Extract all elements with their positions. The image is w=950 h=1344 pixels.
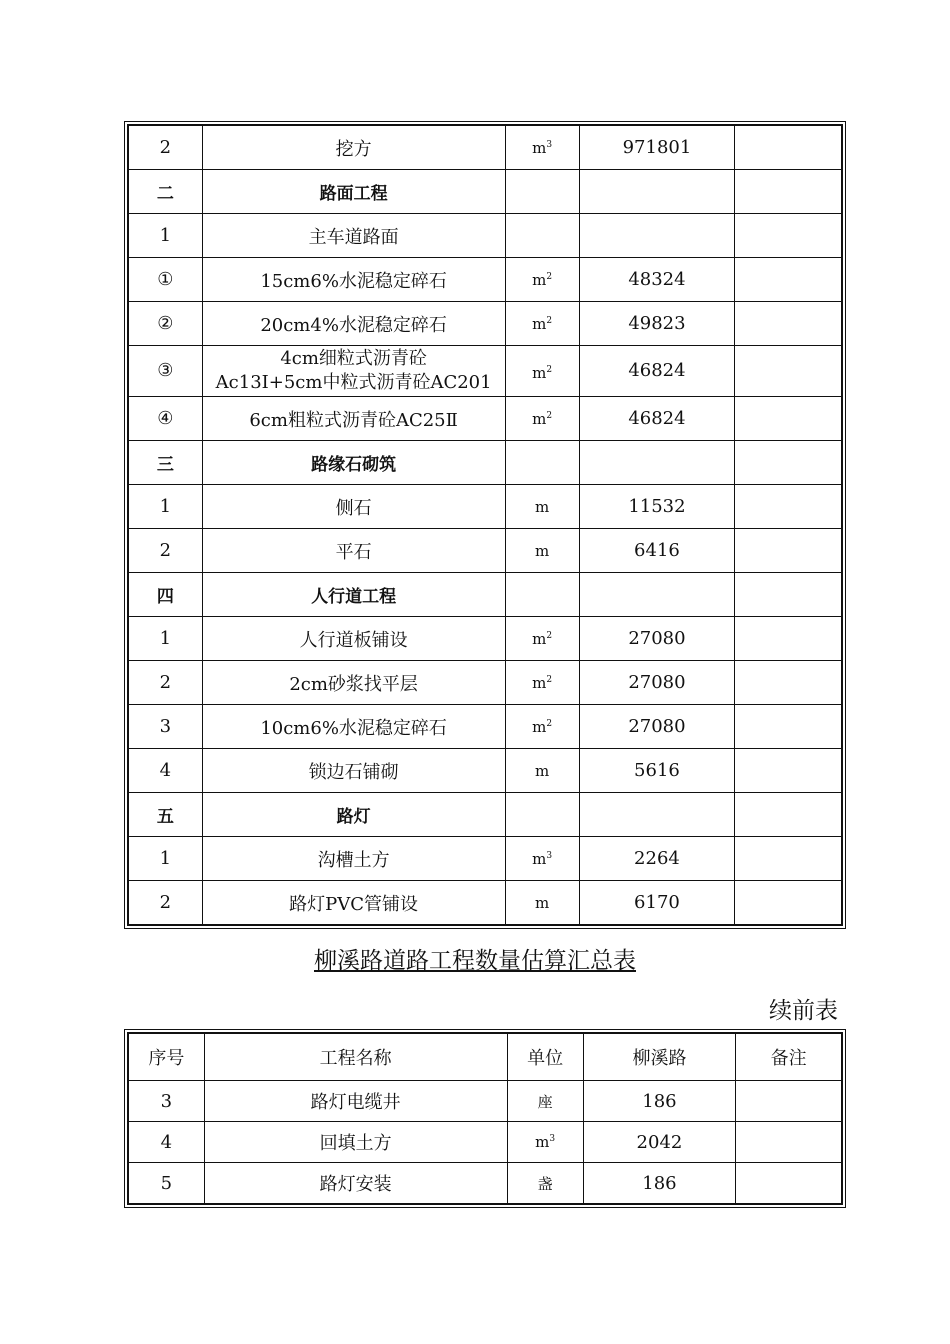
cell-name bbox=[202, 125, 505, 170]
cell-qty: 5616 bbox=[579, 749, 734, 793]
unit-text: m bbox=[532, 314, 547, 333]
item-name: 路灯安装 bbox=[319, 1174, 392, 1195]
cell-name bbox=[202, 837, 505, 881]
cell-no: 1 bbox=[128, 837, 202, 881]
cell-qty: 186 bbox=[583, 1163, 735, 1205]
item-name: 回填土方 bbox=[319, 1133, 392, 1154]
unit-text: m bbox=[532, 270, 547, 289]
unit-text: m bbox=[535, 541, 550, 560]
cell-name bbox=[202, 705, 505, 749]
table-row bbox=[128, 302, 842, 346]
item-name: 15cm6%水泥稳定碎石 bbox=[260, 270, 447, 292]
cell-qty: 2264 bbox=[579, 837, 734, 881]
cell-name bbox=[202, 529, 505, 573]
quantity-table-summary bbox=[127, 1032, 843, 1205]
cell-unit bbox=[505, 170, 579, 214]
table-row bbox=[128, 793, 842, 837]
cell-unit bbox=[505, 837, 579, 881]
cell-unit bbox=[507, 1163, 583, 1205]
cell-no: 1 bbox=[128, 617, 202, 661]
cell-name bbox=[202, 793, 505, 837]
cell-qty: 49823 bbox=[579, 302, 734, 346]
cell-qty: 6416 bbox=[579, 529, 734, 573]
unit-text: m bbox=[532, 409, 547, 428]
cell-note bbox=[736, 1122, 842, 1163]
cell-qty: 46824 bbox=[579, 397, 734, 441]
unit-text: 盏 bbox=[537, 1174, 553, 1193]
cell-note bbox=[735, 705, 842, 749]
item-name: 2cm砂浆找平层 bbox=[289, 673, 418, 695]
cell-name bbox=[202, 485, 505, 529]
cell-no: 四 bbox=[128, 573, 202, 617]
cell-qty bbox=[579, 573, 734, 617]
cell-qty: 186 bbox=[583, 1081, 735, 1122]
unit-text: 座 bbox=[537, 1092, 553, 1111]
header-note: 备注 bbox=[736, 1033, 842, 1081]
cell-qty: 46824 bbox=[579, 346, 734, 397]
table-row bbox=[128, 661, 842, 705]
cell-no: ④ bbox=[128, 397, 202, 441]
table-row bbox=[128, 529, 842, 573]
item-name: 人行道工程 bbox=[311, 587, 397, 607]
cell-no: 5 bbox=[128, 1163, 204, 1205]
cell-no: 3 bbox=[128, 705, 202, 749]
header-unit: 单位 bbox=[507, 1033, 583, 1081]
table-header-row bbox=[128, 1033, 842, 1081]
cell-name bbox=[204, 1081, 507, 1122]
item-name: 路缘石砌筑 bbox=[311, 455, 397, 475]
table-row bbox=[128, 837, 842, 881]
unit-superscript: 2 bbox=[546, 718, 553, 729]
table-row bbox=[128, 1122, 842, 1163]
cell-qty bbox=[579, 793, 734, 837]
cell-no: 1 bbox=[128, 485, 202, 529]
cell-note bbox=[735, 214, 842, 258]
cell-unit bbox=[505, 661, 579, 705]
table-row bbox=[128, 1081, 842, 1122]
table-row bbox=[128, 441, 842, 485]
cell-note bbox=[735, 441, 842, 485]
table-row bbox=[128, 749, 842, 793]
cell-qty: 11532 bbox=[579, 485, 734, 529]
cell-qty: 27080 bbox=[579, 617, 734, 661]
cell-note bbox=[735, 258, 842, 302]
cell-unit bbox=[505, 441, 579, 485]
cell-no: 2 bbox=[128, 661, 202, 705]
item-name: 沟槽土方 bbox=[317, 849, 390, 871]
cell-no: ③ bbox=[128, 346, 202, 397]
item-name: 路灯电缆井 bbox=[310, 1092, 401, 1113]
item-name: 侧石 bbox=[335, 497, 372, 519]
cell-no: 2 bbox=[128, 881, 202, 926]
continued-label: 续前表 bbox=[769, 998, 838, 1024]
header-name: 工程名称 bbox=[204, 1033, 507, 1081]
table-row bbox=[128, 881, 842, 926]
table-row bbox=[128, 170, 842, 214]
cell-qty: 48324 bbox=[579, 258, 734, 302]
item-name: 4cm细粒式沥青砼 bbox=[280, 348, 427, 369]
cell-note bbox=[735, 793, 842, 837]
item-name: 挖方 bbox=[335, 138, 372, 160]
unit-text: m bbox=[535, 893, 550, 912]
cell-unit bbox=[505, 214, 579, 258]
cell-name bbox=[202, 617, 505, 661]
item-name: 6cm粗粒式沥青砼AC25Ⅱ bbox=[249, 409, 458, 431]
cell-name bbox=[202, 214, 505, 258]
table-row bbox=[128, 705, 842, 749]
cell-name bbox=[202, 749, 505, 793]
unit-text: m bbox=[535, 497, 550, 516]
cell-unit bbox=[505, 485, 579, 529]
cell-note bbox=[735, 661, 842, 705]
cell-unit bbox=[505, 529, 579, 573]
cell-unit bbox=[505, 749, 579, 793]
cell-note bbox=[735, 302, 842, 346]
unit-superscript: 3 bbox=[546, 850, 553, 861]
item-name: 路面工程 bbox=[319, 184, 388, 204]
item-name: 路灯PVC管铺设 bbox=[289, 893, 419, 915]
cell-unit bbox=[505, 617, 579, 661]
cell-qty: 27080 bbox=[579, 705, 734, 749]
header-no: 序号 bbox=[128, 1033, 204, 1081]
cell-unit bbox=[505, 346, 579, 397]
item-name: 20cm4%水泥稳定碎石 bbox=[260, 314, 447, 336]
table-body bbox=[128, 1081, 842, 1205]
item-name: 锁边石铺砌 bbox=[308, 761, 399, 783]
cell-unit bbox=[505, 705, 579, 749]
table-row bbox=[128, 258, 842, 302]
table-row bbox=[128, 485, 842, 529]
cell-no: 二 bbox=[128, 170, 202, 214]
table-row bbox=[128, 397, 842, 441]
cell-note bbox=[735, 749, 842, 793]
unit-text: m bbox=[532, 629, 547, 648]
cell-qty bbox=[579, 441, 734, 485]
cell-note bbox=[735, 397, 842, 441]
cell-name bbox=[204, 1122, 507, 1163]
cell-no: 4 bbox=[128, 749, 202, 793]
cell-no: 1 bbox=[128, 214, 202, 258]
cell-no: 五 bbox=[128, 793, 202, 837]
cell-no: 4 bbox=[128, 1122, 204, 1163]
cell-note bbox=[735, 881, 842, 926]
cell-qty: 2042 bbox=[583, 1122, 735, 1163]
item-name: 10cm6%水泥稳定碎石 bbox=[260, 717, 447, 739]
cell-note bbox=[735, 837, 842, 881]
item-name: 主车道路面 bbox=[308, 226, 399, 248]
cell-name bbox=[202, 302, 505, 346]
cell-no: 2 bbox=[128, 125, 202, 170]
table-row bbox=[128, 125, 842, 170]
cell-no: 3 bbox=[128, 1081, 204, 1122]
cell-name bbox=[202, 346, 505, 397]
item-name: 路灯 bbox=[336, 807, 371, 827]
table-body bbox=[128, 125, 842, 925]
unit-superscript: 2 bbox=[546, 315, 553, 326]
cell-note bbox=[735, 346, 842, 397]
unit-text: m bbox=[532, 363, 547, 382]
unit-text: m bbox=[532, 717, 547, 736]
cell-qty: 27080 bbox=[579, 661, 734, 705]
table-row bbox=[128, 346, 842, 397]
cell-note bbox=[735, 485, 842, 529]
unit-text: m bbox=[532, 849, 547, 868]
unit-superscript: 3 bbox=[546, 139, 553, 150]
cell-name bbox=[202, 258, 505, 302]
cell-no: ① bbox=[128, 258, 202, 302]
cell-note bbox=[735, 573, 842, 617]
cell-no: ② bbox=[128, 302, 202, 346]
cell-no: 2 bbox=[128, 529, 202, 573]
unit-superscript: 3 bbox=[549, 1134, 556, 1144]
cell-name bbox=[202, 170, 505, 214]
unit-superscript: 2 bbox=[546, 271, 553, 282]
unit-text: m bbox=[535, 1133, 550, 1151]
cell-qty: 971801 bbox=[579, 125, 734, 170]
cell-unit bbox=[505, 125, 579, 170]
cell-unit bbox=[505, 881, 579, 926]
quantity-table-continued bbox=[127, 124, 843, 926]
cell-name bbox=[204, 1163, 507, 1205]
item-name: 平石 bbox=[335, 541, 372, 563]
cell-note bbox=[735, 617, 842, 661]
table-row bbox=[128, 214, 842, 258]
item-name: 人行道板铺设 bbox=[299, 629, 408, 651]
cell-name bbox=[202, 573, 505, 617]
table-row bbox=[128, 617, 842, 661]
cell-no: 三 bbox=[128, 441, 202, 485]
cell-qty bbox=[579, 170, 734, 214]
cell-unit bbox=[505, 258, 579, 302]
cell-name bbox=[202, 661, 505, 705]
unit-text: m bbox=[532, 673, 547, 692]
cell-note bbox=[735, 529, 842, 573]
unit-text: m bbox=[535, 761, 550, 780]
cell-unit bbox=[507, 1122, 583, 1163]
cell-unit bbox=[507, 1081, 583, 1122]
cell-name bbox=[202, 397, 505, 441]
header-qty: 柳溪路 bbox=[583, 1033, 735, 1081]
cell-name bbox=[202, 881, 505, 926]
cell-note bbox=[735, 125, 842, 170]
unit-superscript: 2 bbox=[546, 410, 553, 421]
cell-qty bbox=[579, 214, 734, 258]
unit-superscript: 2 bbox=[546, 630, 553, 641]
table-title: 柳溪路道路工程数量估算汇总表 bbox=[314, 948, 636, 974]
item-name-line2: Ac13I+5cm中粒式沥青砼AC201 bbox=[215, 372, 492, 393]
cell-unit bbox=[505, 793, 579, 837]
cell-name bbox=[202, 441, 505, 485]
unit-text: m bbox=[532, 138, 547, 157]
unit-superscript: 2 bbox=[546, 674, 553, 685]
cell-note bbox=[735, 170, 842, 214]
cell-note bbox=[736, 1081, 842, 1122]
cell-unit bbox=[505, 397, 579, 441]
table-row bbox=[128, 573, 842, 617]
cell-unit bbox=[505, 573, 579, 617]
cell-note bbox=[736, 1163, 842, 1205]
unit-superscript: 2 bbox=[546, 364, 553, 375]
cell-unit bbox=[505, 302, 579, 346]
cell-qty: 6170 bbox=[579, 881, 734, 926]
table-row bbox=[128, 1163, 842, 1205]
